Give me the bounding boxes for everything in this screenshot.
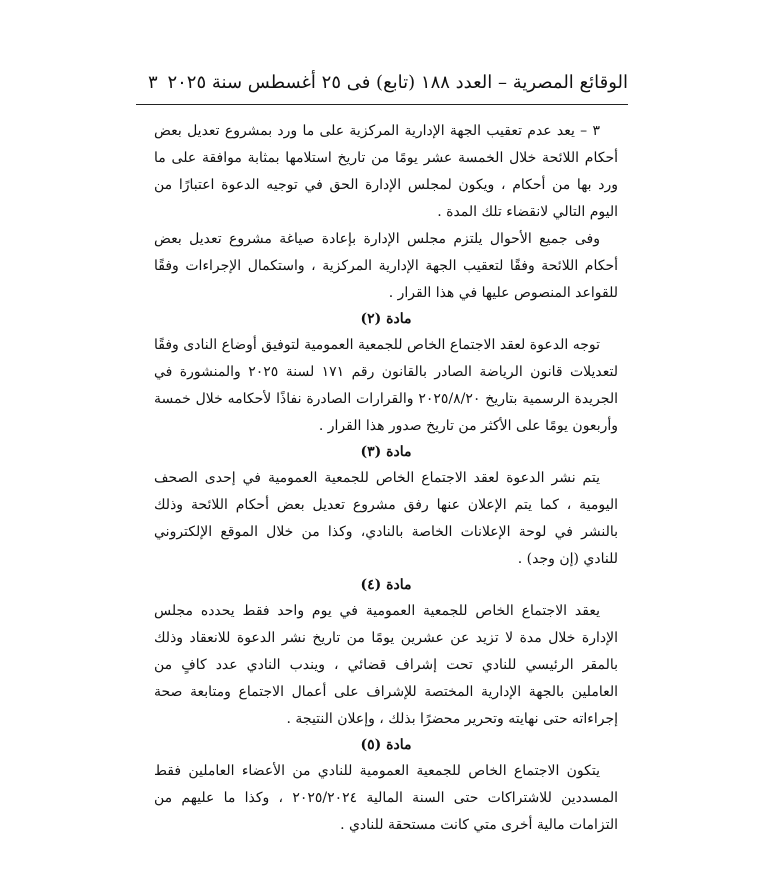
paragraph-article-3: يتم نشر الدعوة لعقد الاجتماع الخاص للجمعية العمومية في إحدى الصحف اليومية ، كما يتم الإعلان عنها رفق مشروع تعديل بعض أحكام اللائحة وذلك بالنشر في لوحة الإعلانات الخاصة بالنادي، وكذا من خلال الموقع الإلكتروني للنادي (إن وجد) . xyxy=(154,470,618,567)
article-heading-5: مادة (٥) xyxy=(360,737,412,753)
article-heading-2: مادة (٢) xyxy=(360,311,412,327)
document-body xyxy=(154,118,618,839)
paragraph-article-2: توجه الدعوة لعقد الاجتماع الخاص للجمعية العمومية لتوفيق أوضاع النادى وفقًا لتعديلات قانون الرياضة الصادر بالقانون رقم ١٧١ لسنة ٢٠٢٥ والمنشورة في الجريدة الرسمية بتاريخ ٢٠٢٥/٨/٢٠ والقرارات الصادرة نفاذًا لأحكامه خلال خمسة وأربعون يومًا على الأكثر من تاريخ صدور هذا القرار . xyxy=(154,337,618,434)
paragraph-item-3: ٣ – يعد عدم تعقيب الجهة الإدارية المركزية على ما ورد بمشروع تعديل بعض أحكام اللائحة خلال الخمسة عشر يومًا من تاريخ استلامها بمثابة موافقة على ما ورد بها من أحكام ، ويكون لمجلس الإدارة الحق في توجيه الدعوة اعتبارًا من اليوم التالي لانقضاء تلك المدة . xyxy=(154,123,618,220)
article-heading-4: مادة (٤) xyxy=(360,577,412,593)
paragraph-general-rule: وفى جميع الأحوال يلتزم مجلس الإدارة بإعادة صياغة مشروع تعديل بعض أحكام اللائحة وفقًا لتعقيب الجهة الإدارية المركزية ، واستكمال الإجراءات وفقًا للقواعد المنصوص عليها في هذا القرار . xyxy=(154,231,618,301)
article-heading-3: مادة (٣) xyxy=(360,444,412,460)
page-header xyxy=(148,72,628,93)
header-divider xyxy=(136,104,628,105)
paragraph-article-5: يتكون الاجتماع الخاص للجمعية العمومية للنادي من الأعضاء العاملين فقط المسددين للاشتراكات حتى السنة المالية ٢٠٢٥/٢٠٢٤ ، وكذا ما عليهم من التزامات مالية أخرى متي كانت مستحقة للنادي . xyxy=(154,763,619,833)
page-number: ٣ xyxy=(148,72,158,93)
header-title: الوقائع المصرية – العدد ١٨٨ (تابع) فى ٢٥ أغسطس سنة ٢٠٢٥ xyxy=(167,72,628,93)
paragraph-article-4: يعقد الاجتماع الخاص للجمعية العمومية في يوم واحد فقط يحدده مجلس الإدارة خلال مدة لا تزيد عن عشرين يومًا من تاريخ نشر الدعوة للانعقاد وذلك بالمقر الرئيسي للنادي تحت إشراف قضائي ، ويندب النادي عدد كافٍ من العاملين بالجهة الإدارية المختصة للإشراف على أعمال الاجتماع ومتابعة صحة إجراءاته حتى نهايته وتحرير محضرًا بذلك ، وإعلان النتيجة . xyxy=(154,603,618,727)
